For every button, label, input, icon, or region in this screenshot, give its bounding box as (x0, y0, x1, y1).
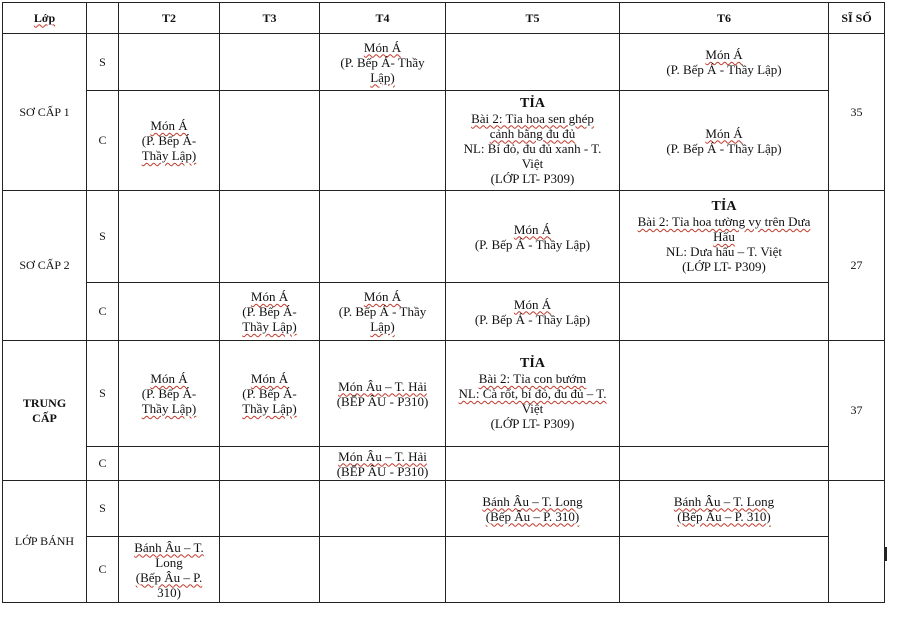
col-header-siso: SĨ SỐ (829, 3, 885, 34)
class-name-cell (3, 34, 87, 191)
table-row (3, 341, 885, 447)
schedule-cell-t6 (620, 34, 829, 91)
lesson-line: (BẾP ÂU - P310) (336, 463, 429, 479)
schedule-cell-t5 (446, 91, 620, 191)
col-header-t3: T3 (220, 3, 320, 34)
session-cell: S (87, 481, 119, 537)
schedule-cell-t3 (220, 481, 320, 537)
lesson-line: Long (155, 554, 183, 570)
header-row (3, 3, 885, 34)
col-header-t5: T5 (446, 3, 620, 34)
table-row (3, 91, 885, 191)
schedule-cell-t5 (446, 283, 620, 341)
class-name: SƠ CẤP 2 (19, 258, 70, 272)
session-cell: C (87, 537, 119, 603)
schedule-cell-t4 (320, 191, 446, 283)
siso-cell: 37 (829, 341, 885, 481)
lesson-line: Việt (521, 401, 544, 416)
lesson-line: Hấu (713, 229, 735, 244)
schedule-cell-t2 (119, 191, 220, 283)
lesson-line: (P. Bếp Á- (242, 386, 297, 401)
lesson-line: (P. Bếp Á- (141, 133, 197, 148)
schedule-cell-t4 (320, 447, 446, 481)
col-header-session (87, 3, 119, 34)
table-row (3, 537, 885, 603)
schedule-cell-t2 (119, 537, 220, 603)
lesson-line: (P. Bếp Á- (242, 304, 297, 319)
schedule-cell-t3 (220, 447, 320, 481)
schedule-cell-t3 (220, 341, 320, 447)
table-row (3, 34, 885, 91)
schedule-cell-t3 (220, 191, 320, 283)
lesson-line: Thầy Lập) (242, 319, 297, 334)
lesson-line: Món Á (513, 296, 552, 312)
lesson-line: NL: Dưa hấu – T. Việt (665, 244, 783, 259)
table-row (3, 447, 885, 481)
schedule-cell-t4 (320, 34, 446, 91)
schedule-cell-t5 (446, 537, 620, 603)
schedule-cell-t3 (220, 537, 320, 603)
schedule-cell-t6 (620, 481, 829, 537)
lesson-line: NL: Cà rốt, bí đỏ, đu đủ – T. (458, 386, 607, 401)
schedule-cell-t2 (119, 341, 220, 447)
schedule-cell-t2 (119, 91, 220, 191)
schedule-cell-t2 (119, 283, 220, 341)
lesson-line: Món Á (250, 289, 289, 304)
lesson-line: (P. Bếp Á- Thầy (340, 54, 425, 70)
table-row (3, 191, 885, 283)
schedule-cell-t5 (446, 191, 620, 283)
session-cell: C (87, 283, 119, 341)
lesson-line: Lập) (370, 69, 395, 85)
schedule-cell-t2 (119, 481, 220, 537)
session-cell: S (87, 341, 119, 447)
lesson-line: Bài 2: Tỉa hoa sen ghép (471, 110, 594, 126)
schedule-cell-t6 (620, 191, 829, 283)
lesson-line: Bánh Âu – T. Long (673, 493, 775, 509)
session-cell: C (87, 91, 119, 191)
lesson-line: (Bếp Âu – P. 310) (677, 508, 771, 524)
lesson-line: (P. Bếp Á- (141, 386, 197, 401)
lesson-line: Thầy Lập) (242, 401, 297, 416)
lesson-line: (BẾP ÂU - P310) (336, 393, 429, 409)
session-cell: S (87, 34, 119, 91)
schedule-cell-t4 (320, 481, 446, 537)
schedule-cell-t5 (446, 341, 620, 447)
schedule-cell-t2 (119, 34, 220, 91)
lesson-line: cảnh bằng đu đủ (489, 125, 576, 141)
table-row (3, 481, 885, 537)
lesson-line: (LỚP LT- P309) (490, 170, 575, 186)
lesson-line: (LỚP LT- P309) (490, 416, 575, 431)
lesson-line: Món Á (150, 118, 188, 133)
schedule-cell-t6 (620, 91, 829, 191)
lesson-line: 310) (157, 584, 181, 600)
schedule-table (2, 2, 885, 603)
siso-cell: 35 (829, 34, 885, 191)
lesson-line: (P. Bếp Á - Thầy Lập) (666, 140, 782, 156)
lesson-line: (Bếp Âu – P. 310) (485, 508, 580, 524)
schedule-cell-t6 (620, 447, 829, 481)
lesson-line: (LỚP LT- P309) (682, 259, 766, 274)
lesson-line: Món Á (705, 47, 743, 62)
lesson-line: Món Âu – T. Hải (338, 448, 427, 464)
schedule-cell-t5 (446, 447, 620, 481)
schedule-cell-t4 (320, 537, 446, 603)
schedule-cell-t4 (320, 341, 446, 447)
lesson-line: (P. Bếp Á - Thầy Lập) (474, 236, 591, 252)
schedule-cell-t6 (620, 341, 829, 447)
lesson-title: TỈA (520, 356, 545, 371)
schedule-cell-t4 (320, 91, 446, 191)
lesson-line: Thầy Lập) (141, 148, 197, 163)
lesson-line: Món Á (705, 125, 743, 141)
schedule-cell-t5 (446, 34, 620, 91)
schedule-cell-t6 (620, 537, 829, 603)
lesson-line: Bài 2: Tỉa hoa tường vy trên Dưa (637, 214, 811, 229)
lesson-line: Món Âu – T. Hải (338, 378, 427, 394)
lesson-line: Thầy Lập) (141, 401, 197, 416)
lesson-line: Bánh Âu – T. Long (482, 493, 583, 509)
lesson-line: (P. Bếp Á - Thầy Lập) (666, 62, 782, 77)
lesson-line: (Bếp Âu – P. (135, 569, 203, 585)
col-header-t6: T6 (620, 3, 829, 34)
class-name: SƠ CẤP 1 (19, 104, 70, 119)
class-name-cell (3, 341, 87, 481)
schedule-cell-t3 (220, 91, 320, 191)
schedule-cell-t5 (446, 481, 620, 537)
lesson-line: Bánh Âu – T. (134, 539, 204, 555)
class-name-cell (3, 481, 87, 603)
lesson-line: Món Á (150, 371, 188, 386)
schedule-cell-t4 (320, 283, 446, 341)
siso-cell (829, 481, 885, 603)
table-row (3, 283, 885, 341)
col-header-lop: Lớp (3, 3, 87, 34)
lesson-line: Lập) (370, 319, 395, 334)
lesson-line: Món Á (513, 221, 552, 237)
lesson-line: Việt (521, 155, 544, 171)
schedule-cell-t3 (220, 34, 320, 91)
class-name: TRUNG (22, 395, 67, 410)
class-name: LỚP BÁNH (14, 534, 75, 548)
col-header-t4: T4 (320, 3, 446, 34)
lesson-line: (P. Bếp Á - Thầy (338, 304, 427, 319)
schedule-cell-t3 (220, 283, 320, 341)
lesson-line: Món Á (363, 39, 402, 55)
lesson-line: Bài 2: Tỉa con bướm (478, 371, 587, 386)
lesson-line: NL: Bí đỏ, đu đủ xanh - T. (463, 140, 602, 156)
class-name: CẤP (32, 410, 57, 425)
lesson-line: (P. Bếp Á - Thầy Lập) (474, 311, 591, 327)
lesson-line: Món Á (363, 289, 402, 304)
edge-mark (885, 547, 887, 561)
lesson-title: TỈA (520, 95, 545, 111)
class-name-cell (3, 191, 87, 341)
col-header-t2: T2 (119, 3, 220, 34)
siso-cell: 27 (829, 191, 885, 341)
session-cell: C (87, 447, 119, 481)
schedule-cell-t2 (119, 447, 220, 481)
session-cell: S (87, 191, 119, 283)
lesson-title: TỈA (711, 199, 737, 214)
schedule-cell-t6 (620, 283, 829, 341)
lesson-line: Món Á (250, 371, 289, 386)
